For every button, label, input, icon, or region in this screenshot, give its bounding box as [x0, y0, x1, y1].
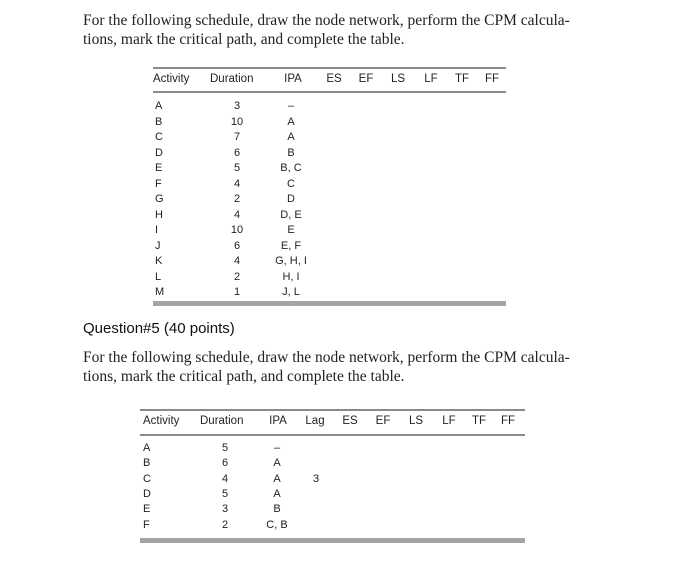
duration-cell: 7 [233, 131, 241, 143]
column-header-ef: EF [375, 415, 391, 427]
table-rule-header [140, 434, 525, 436]
activity-cell: F [155, 177, 162, 190]
column-header-ff: FF [500, 415, 516, 427]
ipa-cell: J, L [282, 286, 300, 298]
duration-cell: 3 [221, 503, 229, 516]
intro-line-1: For the following schedule, draw the node network, perform the CPM calcula- [83, 12, 570, 29]
column-header-lf: LF [424, 73, 438, 85]
activity-cell: C [143, 472, 151, 485]
column-header-tf: TF [454, 73, 470, 85]
duration-cell: 5 [221, 487, 229, 500]
activity-cell: C [155, 131, 163, 143]
column-header-lf: LF [442, 415, 456, 427]
ipa-cell: D [287, 193, 295, 205]
question-heading: Question#5 (40 points) [83, 320, 235, 337]
ipa-cell: E [287, 224, 295, 236]
column-header-ipa: IPA [269, 415, 287, 427]
schedule-table-1 [153, 67, 506, 307]
column-header-lag: Lag [305, 415, 325, 427]
lag-cell: 3 [312, 472, 320, 485]
activity-cell: D [143, 487, 151, 500]
column-header-tf: TF [471, 415, 487, 427]
column-header-activity: Activity [143, 415, 180, 427]
table-rule-bottom [140, 538, 525, 543]
duration-cell: 10 [230, 224, 244, 236]
column-header-duration: Duration [200, 415, 244, 427]
ipa-cell: B [273, 503, 281, 516]
intro-line-2: tions, mark the critical path, and complete the table. [83, 31, 405, 48]
ipa-cell: C, B [266, 518, 288, 531]
ipa-cell: A [273, 457, 281, 470]
activity-cell: L [155, 270, 162, 283]
activity-cell: K [155, 255, 163, 267]
activity-cell: B [155, 115, 163, 128]
column-header-ef: EF [358, 73, 374, 85]
column-header-ff: FF [484, 73, 500, 85]
activity-cell: H [155, 208, 163, 221]
duration-cell: 6 [221, 457, 229, 470]
ipa-cell: B, C [280, 162, 302, 174]
ipa-cell: A [287, 131, 295, 143]
ipa-cell: H, I [282, 270, 300, 283]
question-paragraph [83, 348, 643, 386]
duration-cell: 4 [233, 177, 241, 190]
ipa-cell: A [287, 115, 295, 128]
intro-paragraph [83, 11, 643, 49]
duration-cell: 4 [233, 208, 241, 221]
column-header-es: ES [342, 415, 358, 427]
question-line-1: For the following schedule, draw the node network, perform the CPM calcula- [83, 349, 570, 366]
ipa-cell: D, E [280, 208, 302, 221]
duration-cell: 5 [221, 442, 229, 454]
activity-cell: E [155, 162, 163, 174]
column-header-duration: Duration [210, 73, 254, 85]
activity-cell: J [155, 239, 161, 252]
activity-cell: E [143, 503, 151, 516]
schedule-table-2 [140, 409, 525, 544]
table-rule-header [153, 91, 506, 93]
duration-cell: 6 [233, 146, 241, 159]
duration-cell: 1 [233, 286, 241, 298]
duration-cell: 2 [233, 270, 241, 283]
activity-cell: A [143, 442, 151, 454]
table-rule-bottom [153, 301, 506, 306]
duration-cell: 2 [221, 518, 229, 531]
ipa-cell: – [273, 442, 281, 454]
ipa-cell: A [273, 487, 281, 500]
question-line-2: tions, mark the critical path, and complete the table. [83, 368, 405, 385]
activity-cell: F [143, 518, 150, 531]
table-rule-top [140, 409, 525, 411]
table-rule-top [153, 67, 506, 69]
column-header-ls: LS [408, 415, 424, 427]
duration-cell: 5 [233, 162, 241, 174]
column-header-ls: LS [390, 73, 406, 85]
duration-cell: 6 [233, 239, 241, 252]
ipa-cell: – [287, 100, 295, 112]
ipa-cell: A [273, 472, 281, 485]
duration-cell: 3 [233, 100, 241, 112]
duration-cell: 4 [233, 255, 241, 267]
activity-cell: I [155, 224, 159, 236]
column-header-activity: Activity [153, 73, 190, 85]
column-header-ipa: IPA [284, 73, 302, 85]
activity-cell: B [143, 457, 151, 470]
ipa-cell: C [287, 177, 295, 190]
column-header-es: ES [326, 73, 342, 85]
duration-cell: 4 [221, 472, 229, 485]
activity-cell: G [155, 193, 164, 205]
activity-cell: M [155, 286, 165, 298]
duration-cell: 10 [230, 115, 244, 128]
duration-cell: 2 [233, 193, 241, 205]
ipa-cell: E, F [280, 239, 302, 252]
activity-cell: D [155, 146, 163, 159]
activity-cell: A [155, 100, 163, 112]
ipa-cell: G, H, I [275, 255, 307, 267]
ipa-cell: B [287, 146, 295, 159]
